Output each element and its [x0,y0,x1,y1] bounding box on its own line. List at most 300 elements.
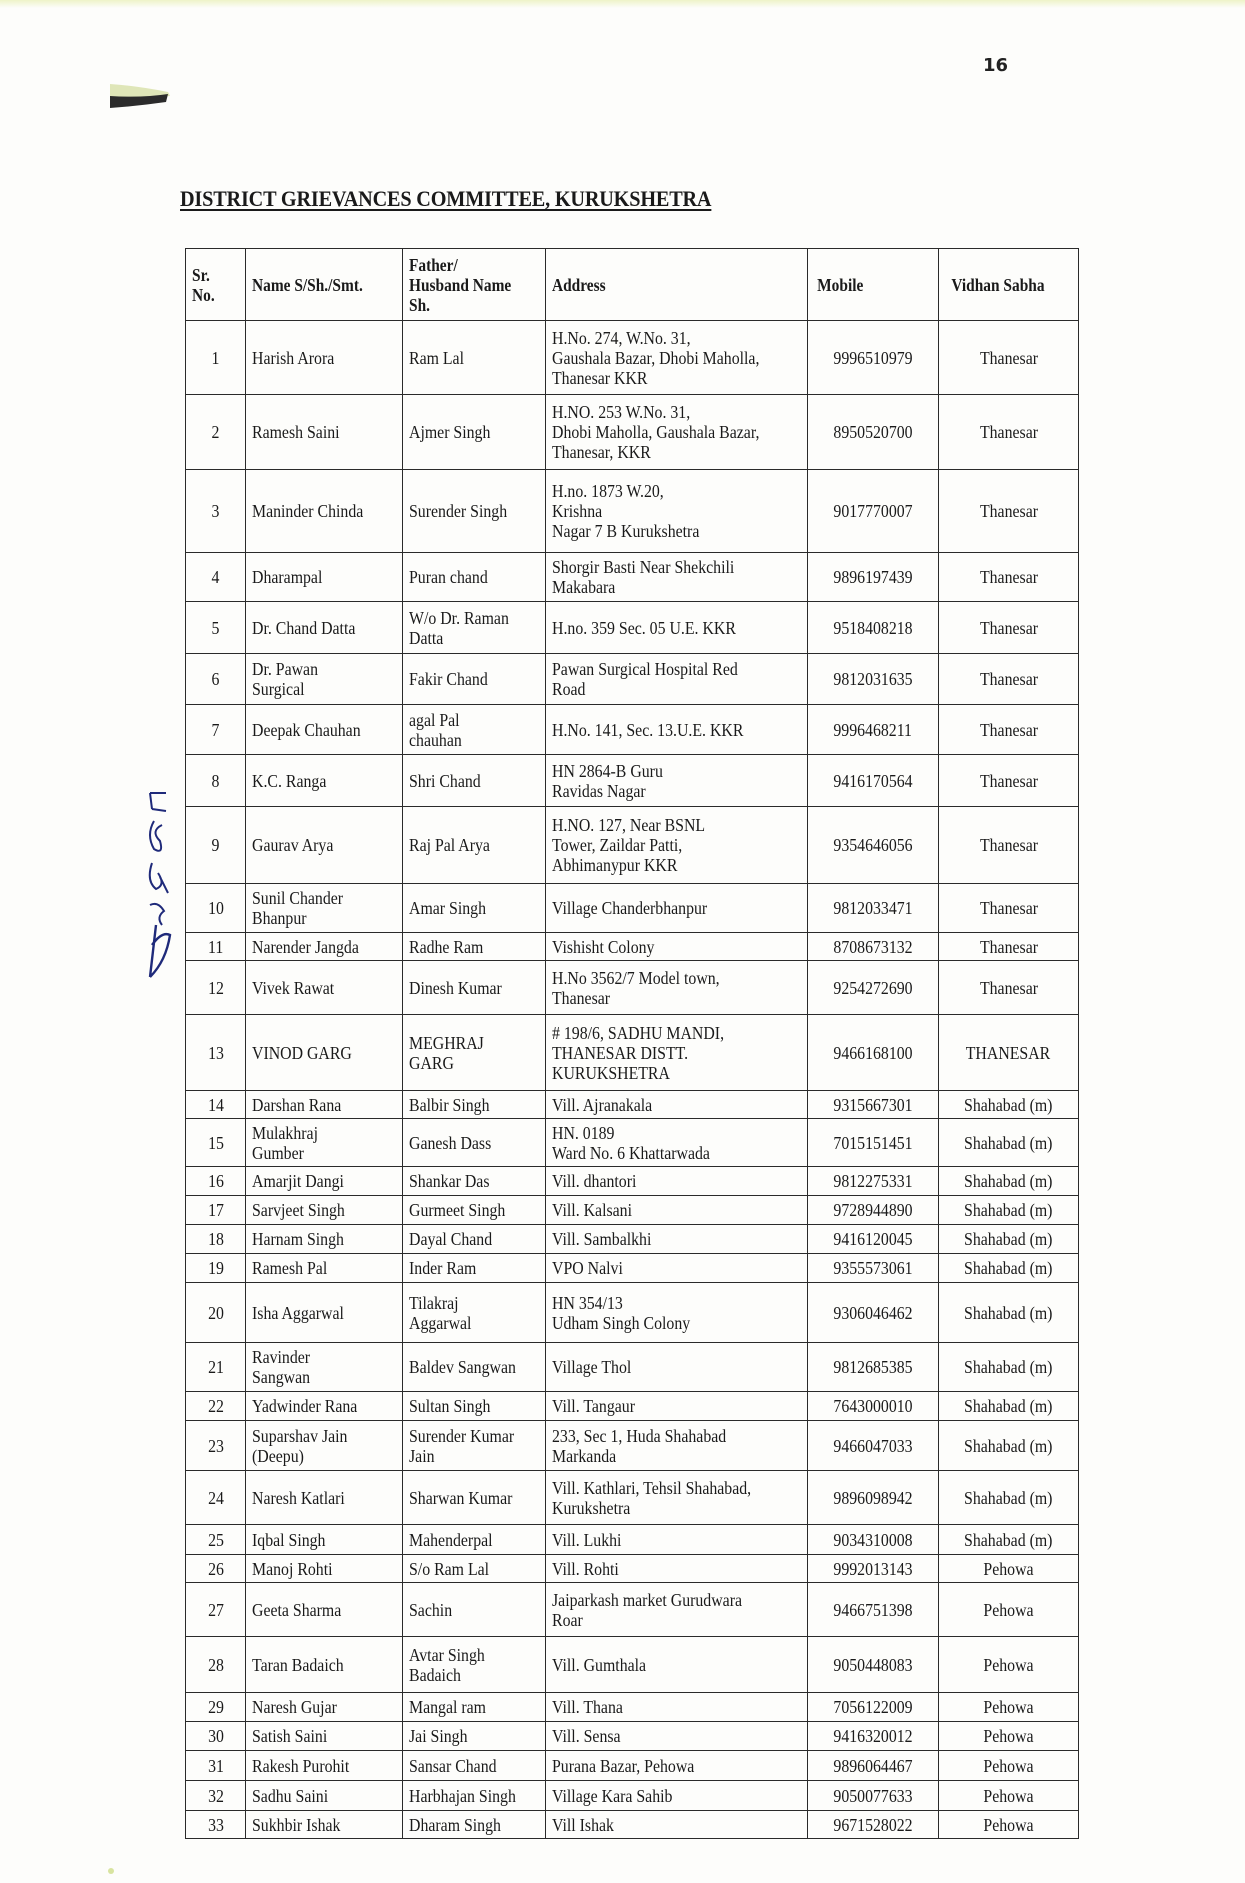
cell-mobile [808,1471,939,1525]
cell-vidhan-sabha [939,755,1079,807]
cell-father-husband-text: Radhe Ram [409,936,484,957]
table-row [186,1471,1079,1525]
cell-mobile-text: 7056122009 [833,1697,913,1717]
cell-father-husband [403,1722,546,1751]
cell-father-husband-text: Gurmeet Singh [409,1200,506,1220]
cell-vidhan-sabha [939,553,1079,602]
header-sr-no: Sr. No. [186,249,246,321]
cell-father-husband [403,470,546,553]
cell-vidhan-sabha-text: Shahabad (m) [964,1229,1053,1249]
table-row [186,1722,1079,1751]
cell-name [246,1583,403,1637]
cell-father-husband [403,755,546,807]
header-father-husband: Father/ Husband Name Sh. [403,249,546,321]
table-row [186,1015,1079,1091]
cell-father-husband [403,1196,546,1225]
table-row [186,1254,1079,1283]
cell-vidhan-sabha [939,1254,1079,1283]
cell-sr-no [186,1583,246,1637]
cell-address-text: H.No 3562/7 Model town, Thanesar [552,967,720,1008]
table-row [186,470,1079,553]
cell-mobile-text: 9466751398 [833,1599,913,1620]
table-row [186,1167,1079,1196]
cell-vidhan-sabha-text: Thanesar [979,669,1038,689]
cell-address-text: # 198/6, SADHU MANDI, THANESAR DISTT. KURUKSHETRA [552,1022,725,1083]
cell-sr-no-text: 12 [207,977,224,998]
cell-sr-no-text: 24 [207,1487,224,1508]
cell-father-husband-text: Ram Lal [409,347,464,368]
cell-father-husband [403,1015,546,1091]
cell-vidhan-sabha-text: Thanesar [979,835,1038,855]
cell-father-husband [403,1119,546,1167]
cell-name-text: Dr. Pawan Surgical [252,659,318,699]
page-number: 16 [983,55,1009,76]
cell-mobile [808,1392,939,1421]
cell-sr-no-text: 20 [207,1302,224,1323]
cell-mobile [808,1225,939,1254]
cell-name [246,807,403,884]
cell-sr-no-text: 19 [207,1258,224,1278]
cell-address-text: Vill. Kathlari, Tehsil Shahabad, Kurukshetra [552,1477,752,1518]
cell-vidhan-sabha-text: Thanesar [979,422,1038,442]
cell-vidhan-sabha-text: Shahabad (m) [964,1132,1053,1153]
cell-father-husband-text: Dayal Chand [409,1229,493,1249]
cell-mobile-text: 9017770007 [833,501,913,521]
cell-vidhan-sabha [939,654,1079,705]
table-row [186,1583,1079,1637]
cell-vidhan-sabha-text: Pehowa [983,1755,1034,1776]
cell-name-text: Harnam Singh [252,1229,344,1249]
cell-vidhan-sabha [939,933,1079,961]
cell-mobile [808,321,939,395]
table-row [186,553,1079,602]
cell-name-text: Ramesh Pal [252,1258,328,1278]
cell-address-text: Vill. Gumthala [552,1654,647,1675]
cell-vidhan-sabha-text: Shahabad (m) [964,1200,1053,1220]
cell-father-husband [403,1693,546,1722]
cell-father-husband-text: Shankar Das [409,1171,490,1191]
cell-sr-no-text: 27 [207,1599,224,1620]
cell-father-husband-text: Ajmer Singh [409,422,491,442]
cell-address [546,961,808,1015]
cell-father-husband [403,961,546,1015]
cell-vidhan-sabha-text: Shahabad (m) [964,1487,1053,1508]
cell-vidhan-sabha-text: Shahabad (m) [964,1302,1053,1323]
cell-sr-no [186,1254,246,1283]
cell-father-husband-text: Amar Singh [409,898,486,918]
cell-address-text: Vill. Ajranakala [552,1094,653,1115]
cell-vidhan-sabha [939,961,1079,1015]
cell-address [546,1555,808,1583]
cell-address-text: 233, Sec 1, Huda Shahabad Markanda [552,1425,727,1466]
cell-name-text: Maninder Chinda [252,501,364,521]
table-row [186,1781,1079,1811]
cell-name [246,1421,403,1471]
cell-address [546,1781,808,1811]
cell-mobile [808,1722,939,1751]
cell-address-text: Pawan Surgical Hospital Red Road [552,659,738,699]
cell-name-text: Vivek Rawat [252,977,335,998]
cell-sr-no [186,1693,246,1722]
cell-name [246,1751,403,1781]
cell-mobile [808,1781,939,1811]
table-row [186,1343,1079,1392]
cell-name-text: Yadwinder Rana [252,1396,358,1416]
cell-sr-no [186,321,246,395]
cell-sr-no [186,933,246,961]
cell-father-husband-text: Dinesh Kumar [409,977,502,998]
cell-address [546,1225,808,1254]
cell-mobile-text: 9416170564 [833,770,913,791]
cell-father-husband-text: Puran chand [409,567,488,587]
cell-mobile-text: 9996510979 [833,347,913,368]
cell-address [546,1091,808,1119]
cell-address [546,553,808,602]
cell-sr-no [186,602,246,654]
cell-sr-no [186,1722,246,1751]
cell-father-husband [403,884,546,933]
header-address: Address [546,249,808,321]
cell-sr-no-text: 17 [207,1200,224,1220]
cell-name [246,1091,403,1119]
cell-father-husband [403,602,546,654]
cell-sr-no [186,755,246,807]
cell-sr-no-text: 31 [207,1755,224,1776]
cell-name-text: Dharampal [252,567,323,587]
paper-speck [108,1868,114,1874]
cell-name-text: Iqbal Singh [252,1529,326,1550]
cell-vidhan-sabha [939,1583,1079,1637]
cell-mobile [808,1637,939,1693]
cell-address-text: Vill. Rohti [552,1558,619,1579]
table-row [186,1555,1079,1583]
cell-name-text: Rakesh Purohit [252,1755,350,1776]
cell-sr-no [186,1196,246,1225]
cell-sr-no-text: 7 [211,719,220,740]
cell-name [246,1471,403,1525]
cell-name-text: Narender Jangda [252,936,359,957]
cell-father-husband-text: Sultan Singh [409,1396,491,1416]
cell-name [246,553,403,602]
cell-mobile [808,1254,939,1283]
cell-father-husband-text: Avtar Singh Badaich [409,1644,485,1685]
cell-sr-no [186,1421,246,1471]
cell-sr-no-text: 25 [207,1529,224,1550]
cell-address-text: HN 2864-B Guru Ravidas Nagar [552,760,663,801]
cell-address [546,1471,808,1525]
cell-mobile [808,1015,939,1091]
table-row [186,755,1079,807]
cell-sr-no [186,553,246,602]
cell-mobile [808,1421,939,1471]
cell-name [246,1637,403,1693]
cell-address [546,1196,808,1225]
cell-vidhan-sabha [939,1343,1079,1392]
cell-mobile [808,1751,939,1781]
header-name: Name S/Sh./Smt. [246,249,403,321]
cell-name-text: Deepak Chauhan [252,719,361,740]
cell-father-husband [403,1781,546,1811]
cell-mobile-text: 9306046462 [833,1302,913,1323]
cell-vidhan-sabha-text: Pehowa [983,1558,1034,1579]
cell-address-text: Village Chanderbhanpur [552,898,708,918]
cell-sr-no-text: 26 [207,1558,224,1579]
table-row [186,1693,1079,1722]
cell-father-husband [403,1283,546,1343]
cell-vidhan-sabha [939,1811,1079,1839]
cell-name-text: Mulakhraj Gumber [252,1122,318,1163]
cell-vidhan-sabha-text: Shahabad (m) [964,1435,1053,1456]
cell-sr-no-text: 3 [211,501,220,521]
cell-mobile [808,1167,939,1196]
cell-sr-no-text: 14 [207,1094,224,1115]
cell-name [246,884,403,933]
cell-sr-no [186,395,246,470]
cell-name-text: Sadhu Saini [252,1785,329,1806]
cell-sr-no-text: 10 [207,898,224,918]
cell-name-text: Ravinder Sangwan [252,1347,311,1387]
cell-sr-no [186,705,246,755]
cell-vidhan-sabha [939,1555,1079,1583]
cell-mobile-text: 7643000010 [833,1396,913,1416]
cell-vidhan-sabha-text: Shahabad (m) [964,1396,1053,1416]
cell-father-husband [403,654,546,705]
cell-mobile-text: 9355573061 [833,1258,913,1278]
cell-vidhan-sabha [939,1015,1079,1091]
table-row [186,1119,1079,1167]
cell-vidhan-sabha-text: Thanesar [979,501,1038,521]
cell-father-husband [403,1637,546,1693]
cell-address [546,1421,808,1471]
cell-sr-no-text: 22 [207,1396,224,1416]
cell-name [246,1167,403,1196]
cell-sr-no-text: 4 [211,567,220,587]
cell-address [546,884,808,933]
cell-vidhan-sabha-text: Pehowa [983,1599,1034,1620]
cell-father-husband-text: Raj Pal Arya [409,835,490,855]
cell-name [246,1722,403,1751]
table-row [186,705,1079,755]
table-row [186,1196,1079,1225]
cell-father-husband-text: Balbir Singh [409,1094,490,1115]
cell-vidhan-sabha [939,602,1079,654]
cell-sr-no [186,1555,246,1583]
cell-sr-no-text: 16 [207,1171,224,1191]
cell-father-husband-text: Fakir Chand [409,669,488,689]
cell-father-husband [403,1167,546,1196]
cell-sr-no-text: 33 [207,1814,224,1835]
cell-address-text: Purana Bazar, Pehowa [552,1755,695,1776]
cell-address [546,1015,808,1091]
cell-vidhan-sabha [939,1167,1079,1196]
cell-mobile [808,807,939,884]
handwritten-signature [136,785,181,985]
cell-father-husband-text: MEGHRAJ GARG [409,1032,484,1073]
cell-mobile [808,1583,939,1637]
cell-sr-no [186,654,246,705]
cell-mobile [808,1091,939,1119]
cell-address [546,1693,808,1722]
cell-sr-no-text: 23 [207,1435,224,1456]
cell-address-text: Vishisht Colony [552,936,655,957]
cell-sr-no-text: 5 [211,617,220,638]
cell-sr-no-text: 13 [207,1042,224,1063]
cell-address [546,1751,808,1781]
cell-name [246,1781,403,1811]
cell-name [246,470,403,553]
cell-sr-no [186,1392,246,1421]
cell-name-text: Manoj Rohti [252,1558,333,1579]
cell-vidhan-sabha [939,1283,1079,1343]
cell-name [246,1196,403,1225]
cell-father-husband [403,1343,546,1392]
cell-address-text: Vill. dhantori [552,1171,637,1191]
cell-name [246,602,403,654]
cell-address [546,321,808,395]
cell-mobile [808,1811,939,1839]
cell-name [246,1254,403,1283]
cell-name [246,1343,403,1392]
cell-vidhan-sabha-text: Thanesar [979,719,1038,740]
cell-name-text: Harish Arora [252,347,335,368]
cell-father-husband-text: Surender Kumar Jain [409,1425,515,1466]
cell-name-text: Gaurav Arya [252,835,334,855]
cell-address [546,602,808,654]
cell-address-text: Vill. Kalsani [552,1200,632,1220]
table-row [186,321,1079,395]
cell-vidhan-sabha [939,1722,1079,1751]
cell-address [546,1343,808,1392]
cell-mobile-text: 9050077633 [833,1785,913,1806]
cell-father-husband [403,1091,546,1119]
cell-father-husband-text: Ganesh Dass [409,1132,492,1153]
cell-father-husband [403,705,546,755]
cell-mobile [808,654,939,705]
cell-sr-no-text: 29 [207,1697,224,1717]
cell-vidhan-sabha [939,1392,1079,1421]
cell-address-text: Vill. Sambalkhi [552,1229,652,1249]
cell-mobile-text: 9416320012 [833,1726,913,1746]
cell-name-text: Taran Badaich [252,1654,344,1675]
cell-address [546,1525,808,1555]
table-row [186,1283,1079,1343]
cell-vidhan-sabha [939,1225,1079,1254]
page-title: DISTRICT GRIEVANCES COMMITTEE, KURUKSHETRA [180,186,712,211]
cell-name-text: Geeta Sharma [252,1599,342,1620]
cell-vidhan-sabha [939,1091,1079,1119]
cell-sr-no [186,1525,246,1555]
cell-father-husband-text: Sharwan Kumar [409,1487,513,1508]
cell-mobile-text: 9812685385 [833,1357,913,1377]
cell-sr-no [186,1471,246,1525]
cell-address-text: Jaiparkash market Gurudwara Roar [552,1589,743,1630]
cell-mobile [808,1693,939,1722]
cell-father-husband-text: Inder Ram [409,1258,477,1278]
cell-father-husband [403,1225,546,1254]
cell-name [246,1015,403,1091]
table-row [186,1751,1079,1781]
cell-vidhan-sabha-text: Thanesar [979,770,1038,791]
cell-mobile-text: 9254272690 [833,977,913,998]
cell-mobile-text: 9416120045 [833,1229,913,1249]
cell-mobile-text: 8950520700 [833,422,913,442]
cell-vidhan-sabha [939,1637,1079,1693]
cell-address [546,1167,808,1196]
cell-vidhan-sabha-text: Thanesar [979,977,1038,998]
cell-vidhan-sabha [939,807,1079,884]
cell-father-husband-text: Dharam Singh [409,1814,501,1835]
cell-name [246,755,403,807]
cell-mobile-text: 9315667301 [833,1094,913,1115]
cell-address-text: H.No. 141, Sec. 13.U.E. KKR [552,719,744,740]
cell-sr-no-text: 6 [211,669,220,689]
table-row [186,1811,1079,1839]
cell-vidhan-sabha-text: Shahabad (m) [964,1094,1053,1115]
cell-vidhan-sabha-text: Shahabad (m) [964,1258,1053,1278]
table-row [186,884,1079,933]
cell-father-husband [403,1525,546,1555]
cell-sr-no [186,1167,246,1196]
cell-father-husband [403,1471,546,1525]
cell-sr-no [186,1225,246,1254]
cell-name [246,395,403,470]
cell-vidhan-sabha-text: THANESAR [966,1042,1051,1063]
cell-address-text: H.no. 1873 W.20, Krishna Nagar 7 B Kurukshetra [552,481,700,541]
cell-vidhan-sabha [939,1693,1079,1722]
cell-mobile [808,553,939,602]
cell-address [546,755,808,807]
cell-mobile [808,602,939,654]
cell-vidhan-sabha-text: Thanesar [979,898,1038,918]
cell-vidhan-sabha-text: Pehowa [983,1697,1034,1717]
cell-father-husband-text: agal Pal chauhan [409,709,462,750]
header-mobile: Mobile [808,249,939,321]
cell-address-text: H.No. 274, W.No. 31, Gaushala Bazar, Dhobi Maholla, Thanesar KKR [552,327,760,388]
cell-name-text: Satish Saini [252,1726,328,1746]
cell-sr-no [186,1781,246,1811]
cell-father-husband-text: Mangal ram [409,1697,486,1717]
cell-mobile-text: 9728944890 [833,1200,913,1220]
cell-vidhan-sabha [939,705,1079,755]
cell-mobile-text: 9896098942 [833,1487,913,1508]
cell-mobile [808,470,939,553]
cell-father-husband-text: Baldev Sangwan [409,1357,516,1377]
cell-address [546,1254,808,1283]
cell-sr-no-text: 11 [207,936,224,957]
cell-name-text: Isha Aggarwal [252,1302,344,1323]
table-row [186,1225,1079,1254]
cell-vidhan-sabha [939,1471,1079,1525]
table-header-row [186,249,1079,321]
cell-name [246,1811,403,1839]
cell-name-text: Dr. Chand Datta [252,617,356,638]
cell-vidhan-sabha [939,1421,1079,1471]
cell-father-husband-text: Harbhajan Singh [409,1785,516,1806]
cell-name-text: Naresh Gujar [252,1697,337,1717]
cell-address-text: VPO Nalvi [552,1258,623,1278]
cell-name [246,1119,403,1167]
cell-address [546,1811,808,1839]
cell-name [246,1525,403,1555]
cell-vidhan-sabha [939,1196,1079,1225]
cell-sr-no-text: 32 [207,1785,224,1806]
cell-mobile-text: 9354646056 [833,835,913,855]
cell-vidhan-sabha-text: Thanesar [979,567,1038,587]
cell-father-husband-text: Sansar Chand [409,1755,497,1776]
cell-mobile [808,884,939,933]
cell-vidhan-sabha-text: Shahabad (m) [964,1171,1053,1191]
cell-sr-no-text: 30 [207,1726,224,1746]
